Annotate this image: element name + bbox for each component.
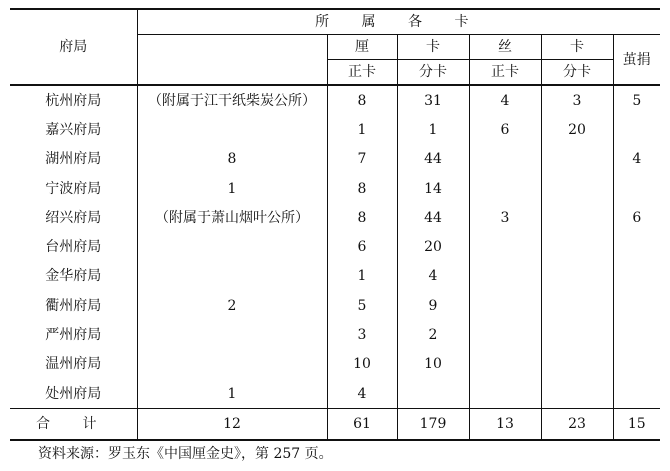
cell-e — [613, 262, 660, 291]
table-row — [10, 115, 660, 144]
cell-e — [613, 320, 660, 349]
header-row-1 — [10, 9, 660, 35]
cell-e — [613, 379, 660, 409]
bureau-name: 金华府局 — [10, 262, 137, 291]
cell-e — [613, 232, 660, 261]
cell-attached — [137, 350, 327, 379]
cell-c: 4 — [469, 85, 541, 115]
cell-d — [541, 291, 613, 320]
table-row — [10, 320, 660, 349]
table-row — [10, 85, 660, 115]
bureau-name: 杭州府局 — [10, 85, 137, 115]
cell-c: 3 — [469, 203, 541, 232]
cell-e — [613, 291, 660, 320]
cell-attached — [137, 232, 327, 261]
header-bureau: 府局 — [10, 9, 137, 85]
cell-a: 3 — [327, 320, 397, 349]
cell-d — [541, 320, 613, 349]
cell-attached: （附属于萧山烟叶公所） — [137, 203, 327, 232]
cell-c — [469, 262, 541, 291]
cell-attached: 1 — [137, 174, 327, 203]
cell-c — [469, 145, 541, 174]
header-li: 厘 — [327, 35, 397, 60]
cell-b: 31 — [397, 85, 469, 115]
cell-b — [397, 379, 469, 409]
cell-b: 10 — [397, 350, 469, 379]
cell-a: 1 — [327, 115, 397, 144]
cell-e — [613, 174, 660, 203]
cell-a: 4 — [327, 379, 397, 409]
cell-d — [541, 203, 613, 232]
cell-attached: （附属于江干纸柴炭公所） — [137, 85, 327, 115]
cell-attached: 1 — [137, 379, 327, 409]
total-d: 23 — [541, 409, 613, 441]
cell-b: 9 — [397, 291, 469, 320]
cell-attached — [137, 262, 327, 291]
bureau-name: 温州府局 — [10, 350, 137, 379]
cell-attached: 8 — [137, 145, 327, 174]
total-row — [10, 409, 660, 441]
cell-c — [469, 379, 541, 409]
total-a: 61 — [327, 409, 397, 441]
cell-a: 8 — [327, 85, 397, 115]
cell-attached: 2 — [137, 291, 327, 320]
cell-d: 3 — [541, 85, 613, 115]
cell-c — [469, 291, 541, 320]
cell-c — [469, 174, 541, 203]
cell-d — [541, 174, 613, 203]
table-row — [10, 203, 660, 232]
header-sub-2: 分卡 — [397, 60, 469, 86]
cell-c — [469, 350, 541, 379]
cell-b: 2 — [397, 320, 469, 349]
table-body — [10, 85, 660, 409]
bureau-name: 绍兴府局 — [10, 203, 137, 232]
table-row — [10, 291, 660, 320]
table-row — [10, 174, 660, 203]
header-sub-1: 正卡 — [327, 60, 397, 86]
cell-e — [613, 115, 660, 144]
header-blank — [137, 35, 327, 86]
cell-e: 6 — [632, 209, 642, 226]
cell-d — [541, 262, 613, 291]
bureau-name: 严州府局 — [10, 320, 137, 349]
cell-a: 8 — [327, 174, 397, 203]
cell-c: 6 — [469, 115, 541, 144]
header-cocoon: 茧捐 — [613, 35, 660, 86]
table-row — [10, 379, 660, 409]
total-label: 合 计 — [10, 409, 137, 441]
cell-d — [541, 350, 613, 379]
cell-b: 20 — [397, 232, 469, 261]
header-group: 所 属 各 卡 — [137, 9, 660, 35]
bureau-name: 湖州府局 — [10, 145, 137, 174]
bureau-name: 台州府局 — [10, 232, 137, 261]
cell-a: 6 — [327, 232, 397, 261]
bureau-table — [10, 8, 660, 441]
table-row — [10, 350, 660, 379]
cell-a: 5 — [327, 291, 397, 320]
cell-b: 44 — [397, 145, 469, 174]
cell-e: 5 — [632, 92, 642, 109]
header-sub-3: 正卡 — [469, 60, 541, 86]
cell-a: 10 — [327, 350, 397, 379]
cell-b: 44 — [397, 203, 469, 232]
table-row — [10, 145, 660, 174]
cell-e: 4 — [632, 151, 642, 168]
cell-e — [613, 350, 660, 379]
cell-b: 4 — [397, 262, 469, 291]
cell-a: 8 — [327, 203, 397, 232]
header-ka-1: 卡 — [397, 35, 469, 60]
header-sub-4: 分卡 — [541, 60, 613, 86]
bureau-name: 处州府局 — [10, 379, 137, 409]
total-e: 15 — [613, 409, 660, 441]
bureau-name: 宁波府局 — [10, 174, 137, 203]
cell-c — [469, 320, 541, 349]
cell-attached — [137, 320, 327, 349]
cell-a: 7 — [327, 145, 397, 174]
cell-d — [541, 232, 613, 261]
cell-a: 1 — [327, 262, 397, 291]
header-si: 丝 — [469, 35, 541, 60]
bureau-name: 衢州府局 — [10, 291, 137, 320]
cell-b: 14 — [397, 174, 469, 203]
cell-c — [469, 232, 541, 261]
table-row — [10, 232, 660, 261]
bureau-name: 嘉兴府局 — [10, 115, 137, 144]
cell-d — [541, 379, 613, 409]
header-ka-2: 卡 — [541, 35, 613, 60]
total-b: 179 — [397, 409, 469, 441]
cell-attached — [137, 115, 327, 144]
cell-d: 20 — [541, 115, 613, 144]
table-row — [10, 262, 660, 291]
total-c: 13 — [469, 409, 541, 441]
total-note: 12 — [137, 409, 327, 441]
cell-b: 1 — [397, 115, 469, 144]
cell-d — [541, 145, 613, 174]
source-note: 资料来源：罗玉东《中国厘金史》，第 257 页。 — [38, 446, 333, 462]
